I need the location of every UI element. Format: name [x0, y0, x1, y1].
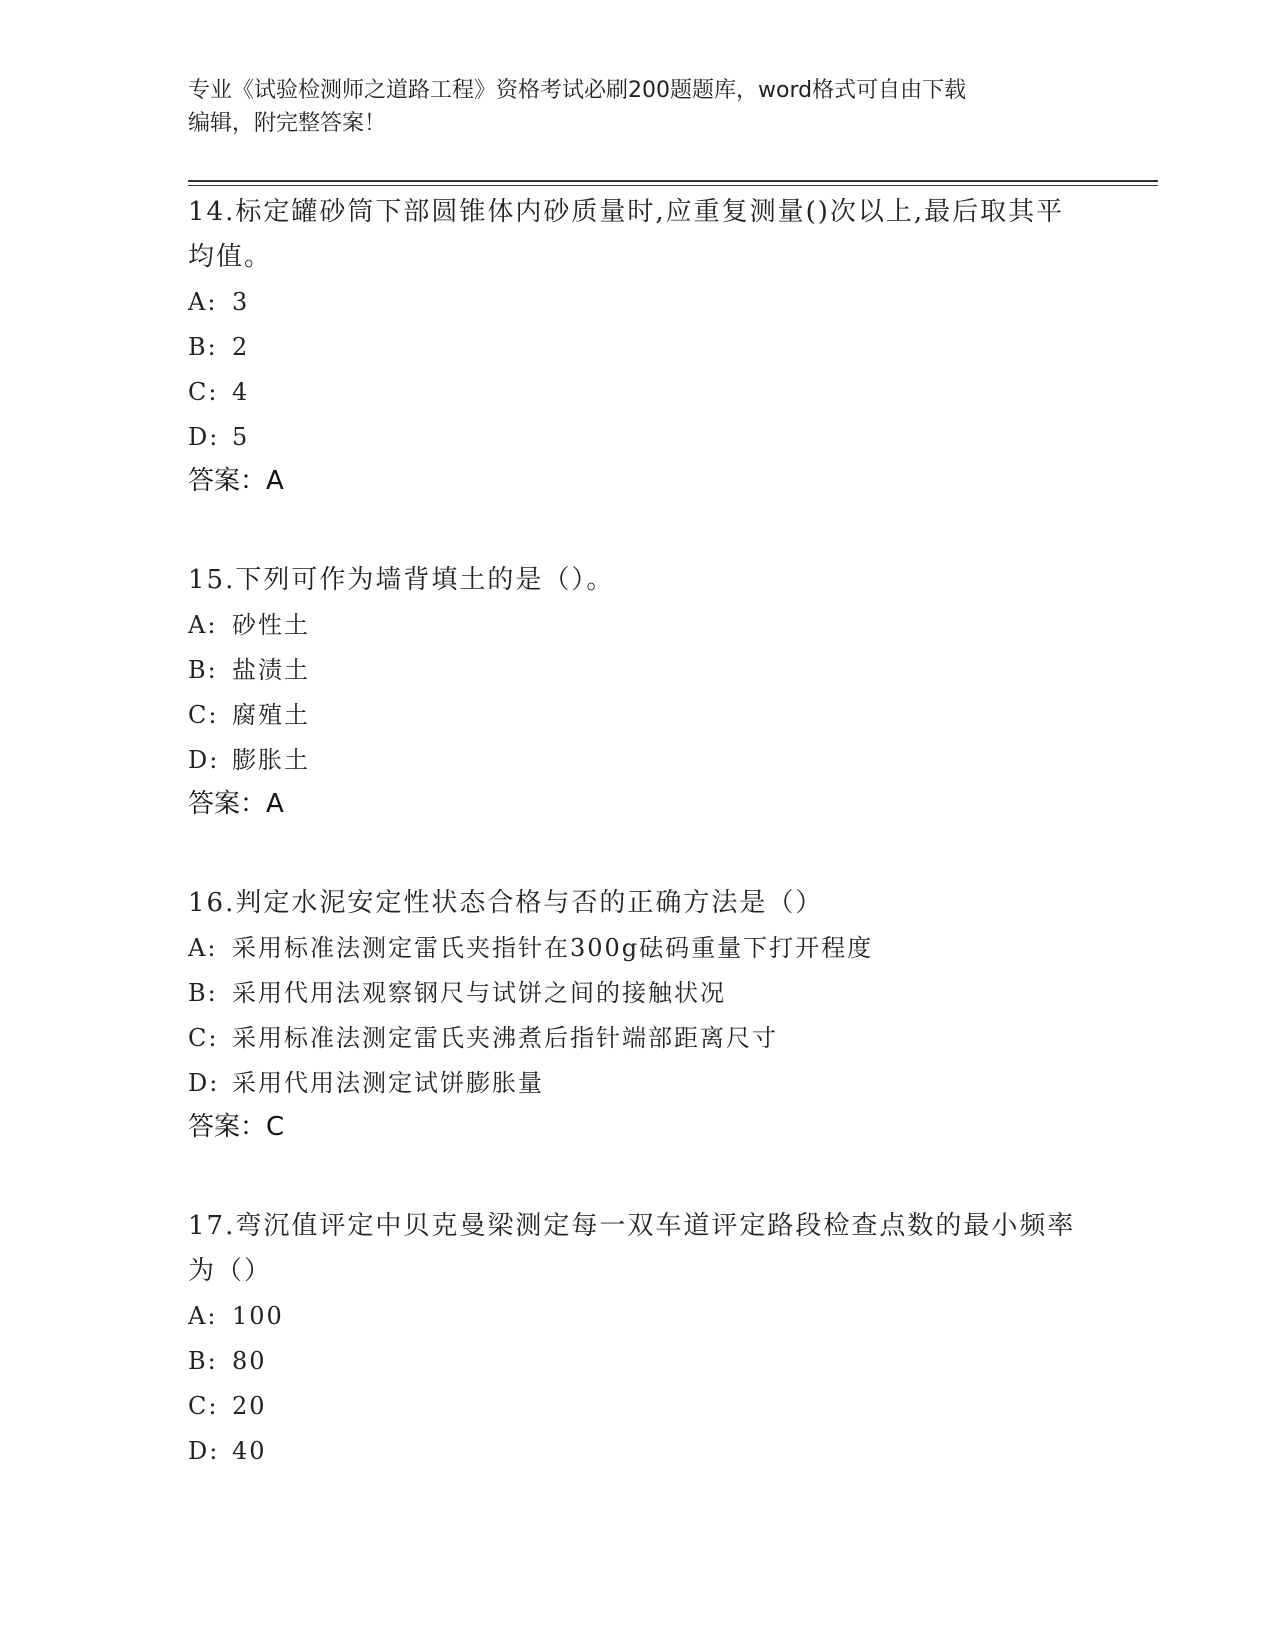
option-c — [188, 1384, 1088, 1429]
question-number: 14. — [188, 197, 236, 227]
option-letter: A: — [188, 1302, 218, 1330]
option-b — [188, 971, 1088, 1016]
question-14 — [188, 190, 1088, 502]
option-a — [188, 926, 1088, 971]
option-text: 腐殖土 — [232, 701, 310, 729]
option-text: 4 — [232, 378, 250, 406]
option-text: 采用标准法测定雷氏夹指针在300g砝码重量下打开程度 — [232, 934, 874, 962]
option-letter: B: — [188, 656, 218, 684]
question-stem: 弯沉值评定中贝克曼梁测定每一双车道评定路段检查点数的最小频率为（） — [188, 1211, 1076, 1286]
option-letter: C: — [188, 701, 219, 729]
question-text — [188, 558, 1088, 603]
header-divider-thin — [188, 185, 1158, 186]
question-stem: 下列可作为墙背填土的是（）。 — [235, 565, 615, 595]
option-text: 采用代用法观察钢尺与试饼之间的接触状况 — [232, 979, 726, 1007]
option-text: 砂性土 — [232, 611, 310, 639]
option-c — [188, 370, 1088, 415]
option-letter: D: — [188, 423, 220, 451]
option-b — [188, 1339, 1088, 1384]
option-letter: D: — [188, 746, 220, 774]
option-text: 5 — [232, 423, 250, 451]
option-letter: A: — [188, 611, 218, 639]
header-line-2: 编辑，附完整答案！ — [188, 111, 387, 136]
option-letter: D: — [188, 1069, 220, 1097]
option-letter: D: — [188, 1437, 220, 1465]
option-text: 3 — [232, 288, 250, 316]
question-list — [188, 190, 1088, 1530]
option-text: 采用代用法测定试饼膨胀量 — [232, 1069, 544, 1097]
header-line-1: 专业《试验检测师之道路工程》资格考试必刷200题题库，word格式可自由下载 — [188, 78, 967, 103]
option-text: 盐渍土 — [232, 656, 310, 684]
option-a — [188, 1294, 1088, 1339]
option-a — [188, 603, 1088, 648]
option-b — [188, 325, 1088, 370]
question-16 — [188, 881, 1088, 1148]
document-header — [188, 74, 1068, 140]
option-c — [188, 1016, 1088, 1061]
option-text: 80 — [232, 1347, 267, 1375]
option-letter: C: — [188, 378, 219, 406]
question-17 — [188, 1204, 1088, 1474]
option-text: 采用标准法测定雷氏夹沸煮后指针端部距离尺寸 — [232, 1024, 778, 1052]
answer-label: 答案：A — [188, 789, 284, 819]
option-a — [188, 280, 1088, 325]
question-text — [188, 190, 1088, 280]
option-d — [188, 1429, 1088, 1474]
question-stem: 判定水泥安定性状态合格与否的正确方法是（） — [235, 888, 824, 918]
question-number: 16. — [188, 888, 236, 918]
option-letter: A: — [188, 934, 218, 962]
option-d — [188, 1061, 1088, 1106]
answer-label: 答案：C — [188, 1112, 285, 1142]
header-divider-thick — [188, 180, 1158, 182]
answer-label: 答案：A — [188, 466, 284, 496]
question-stem: 标定罐砂筒下部圆锥体内砂质量时,应重复测量()次以上,最后取其平均值。 — [188, 197, 1065, 272]
option-d — [188, 415, 1088, 460]
option-c — [188, 693, 1088, 738]
option-letter: A: — [188, 288, 218, 316]
option-letter: B: — [188, 1347, 218, 1375]
option-letter: B: — [188, 979, 218, 1007]
question-number: 15. — [188, 565, 236, 595]
option-b — [188, 648, 1088, 693]
question-text — [188, 1204, 1088, 1294]
option-letter: C: — [188, 1392, 219, 1420]
question-text — [188, 881, 1088, 926]
option-d — [188, 738, 1088, 783]
option-letter: B: — [188, 333, 218, 361]
option-text: 20 — [232, 1392, 267, 1420]
option-text: 100 — [232, 1302, 284, 1330]
option-text: 膨胀土 — [232, 746, 310, 774]
option-letter: C: — [188, 1024, 219, 1052]
option-text: 40 — [232, 1437, 267, 1465]
option-text: 2 — [232, 333, 250, 361]
question-15 — [188, 558, 1088, 825]
question-number: 17. — [188, 1211, 236, 1241]
